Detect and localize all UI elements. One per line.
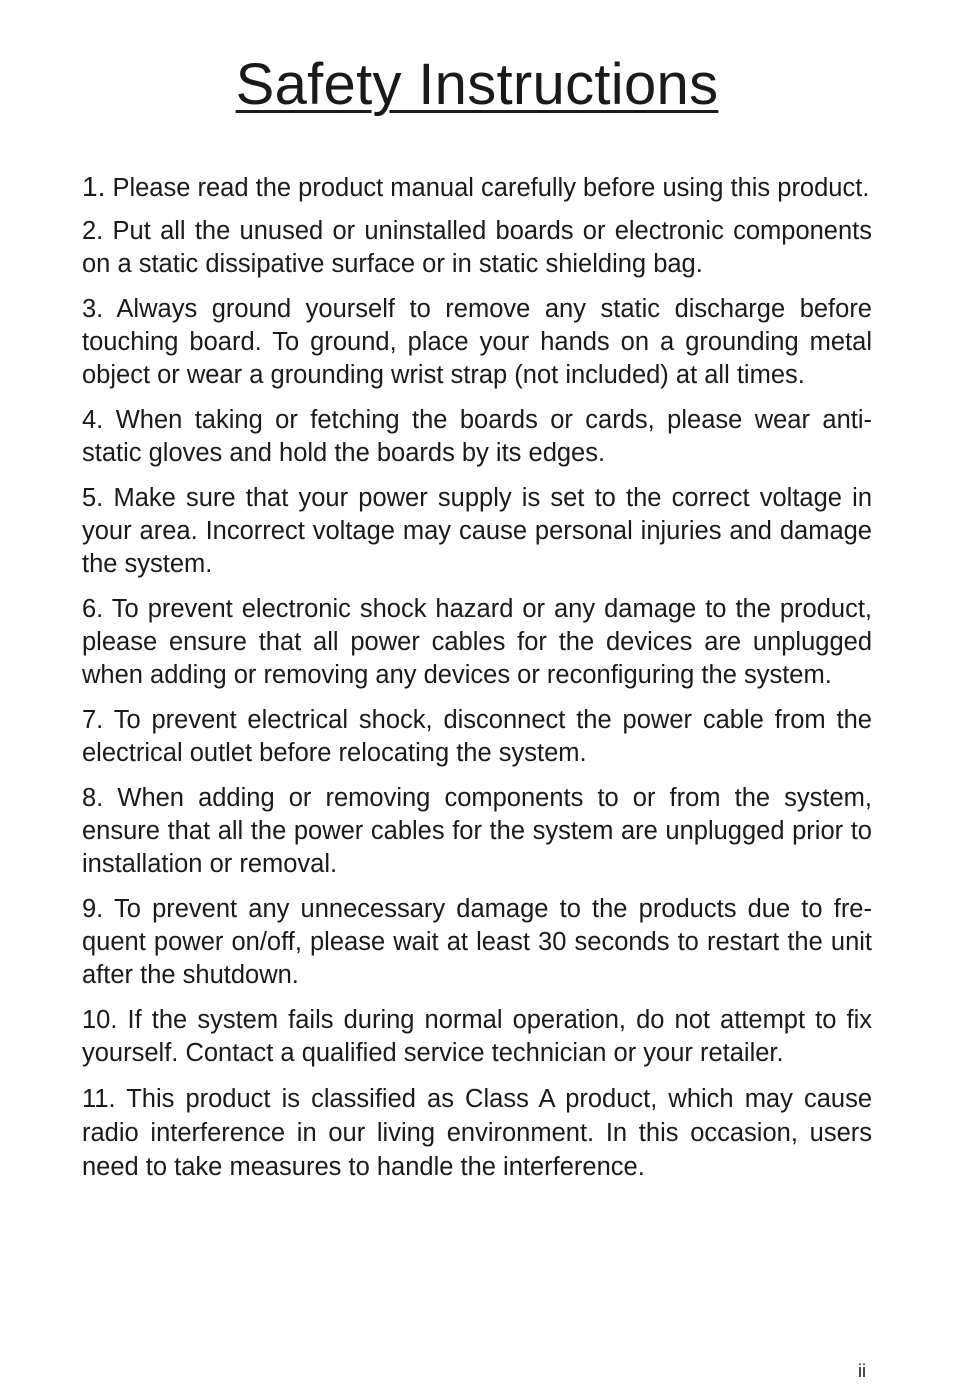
instruction-number: 7.: [82, 706, 104, 734]
instruction-number: 6.: [82, 595, 104, 623]
instruction-item-2: [82, 215, 872, 281]
instruction-text: When adding or removing components to or from the system, ensure that all the power cables for the system are unplugged prior to installation or removal.: [82, 784, 872, 878]
instruction-item-3: [82, 293, 872, 392]
instruction-number: 8.: [82, 784, 104, 812]
instruction-item-5: [82, 482, 872, 581]
instruction-number: 1.: [82, 171, 106, 202]
instruction-text: To prevent any unnecessary damage to the products due to frequent power on/off, please wait at least 30 seconds to restart the unit after the shutdown.: [82, 895, 872, 989]
instruction-number: 10.: [82, 1006, 118, 1034]
instruction-item-7: [82, 704, 872, 770]
instruction-item-4: [82, 404, 872, 470]
page-number: ii: [858, 1361, 866, 1381]
instruction-item-1: [82, 172, 872, 203]
instruction-item-6: [82, 593, 872, 692]
instruction-text: If the system fails during normal operation, do not attempt to fix yourself. Contact a qualified service technician or your retailer.: [82, 1006, 872, 1067]
instruction-item-10: [82, 1004, 872, 1070]
instruction-text: Make sure that your power supply is set to the correct voltage in your area. Incorrect voltage may cause personal injuries and damage the system.: [82, 484, 872, 578]
instruction-text: Put all the unused or uninstalled boards or electronic components on a static dissipative surface or in static shielding bag.: [82, 217, 872, 278]
instruction-number: 9.: [82, 895, 104, 923]
instruction-item-11: [82, 1082, 872, 1184]
instruction-number: 3.: [82, 295, 104, 323]
instruction-item-9: [82, 893, 872, 992]
instruction-number: 4.: [82, 406, 104, 434]
safety-instructions-list: [82, 172, 872, 1196]
instruction-number: 5.: [82, 484, 104, 512]
instruction-text: When taking or fetching the boards or cards, please wear anti-static gloves and hold the boards by its edges.: [82, 406, 872, 467]
instruction-text: Always ground yourself to remove any static discharge before touching board. To ground, place your hands on a grounding metal object or wear a grounding wrist strap (not included) at all times.: [82, 295, 872, 389]
instruction-number: 2.: [82, 217, 104, 245]
instruction-text: To prevent electrical shock, disconnect the power cable from the electrical outlet before relocating the system.: [82, 706, 872, 767]
page-title: Safety Instructions: [235, 52, 719, 117]
instruction-text: To prevent electronic shock hazard or any damage to the product, please ensure that all power cables for the devices are unplugged when adding or removing any devices or reconfiguring the system.: [82, 595, 873, 689]
instruction-item-8: [82, 782, 872, 881]
instruction-text: Please read the product manual carefully before using this product.: [112, 174, 870, 202]
instruction-text: This product is classified as Class A product, which may cause radio interference in our living environment. In this occasion, users need to take measures to handle the interference.: [82, 1085, 872, 1181]
instruction-number: 11.: [82, 1085, 116, 1113]
